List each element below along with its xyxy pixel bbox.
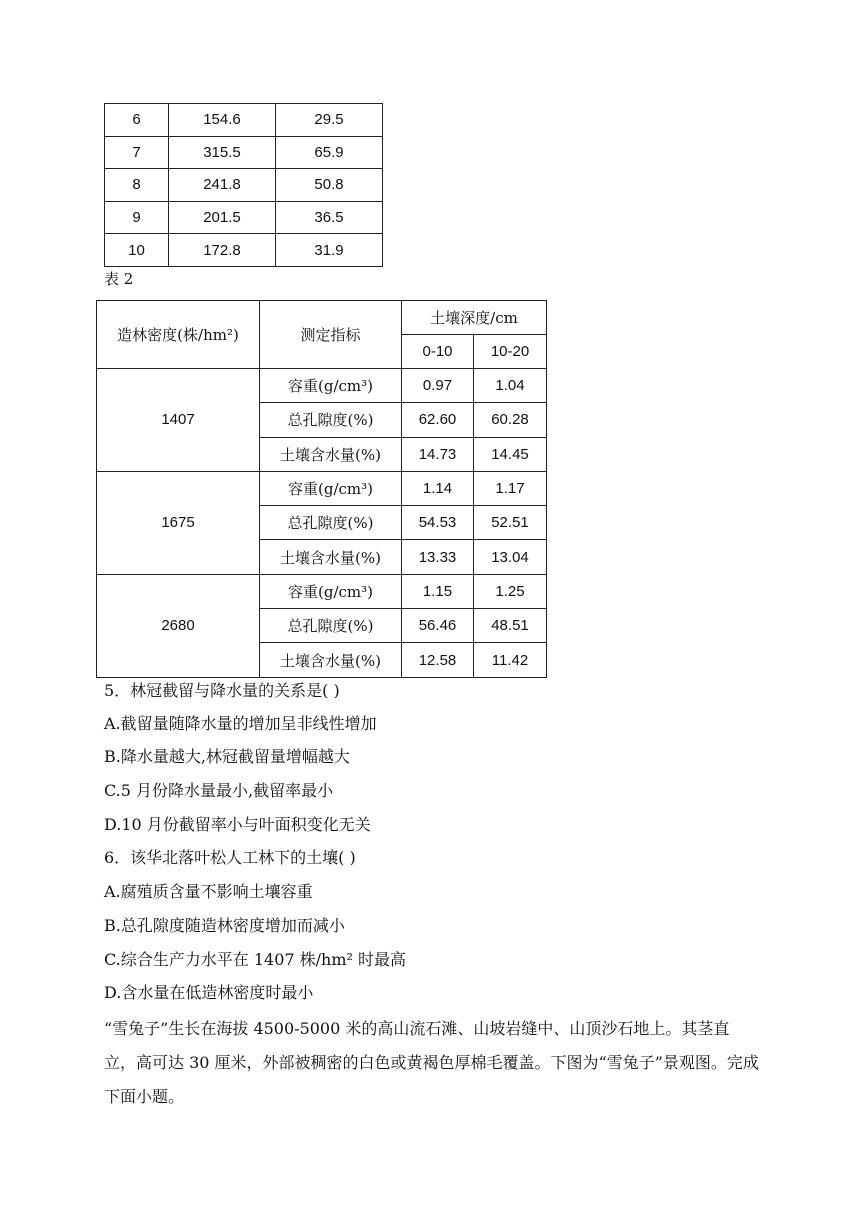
header-index: 测定指标: [260, 301, 402, 369]
header-depth-10-20: 10-20: [474, 335, 547, 369]
index-label: 总孔隙度(%): [260, 403, 402, 437]
value-10-20: 1.17: [474, 471, 547, 505]
index-label: 总孔隙度(%): [260, 506, 402, 540]
question-5-option-d: D.10 月份截留率小与叶面积变化无关: [104, 815, 371, 834]
question-6-option-c: C.综合生产力水平在 1407 株/hm² 时最高: [104, 950, 407, 969]
table-cell: 6: [105, 104, 169, 137]
value-10-20: 48.51: [474, 609, 547, 643]
table-1: [104, 103, 383, 267]
table-row: [105, 169, 383, 202]
table-row: [97, 369, 547, 403]
index-label: 容重(g/cm³): [260, 369, 402, 403]
table-cell: 8: [105, 169, 169, 202]
table-row: [105, 201, 383, 234]
table-row: [97, 471, 547, 505]
table-cell: 50.8: [276, 169, 383, 202]
table-cell: 65.9: [276, 136, 383, 169]
question-5-stem: 5．林冠截留与降水量的关系是( ): [104, 681, 340, 700]
value-0-10: 12.58: [402, 643, 474, 677]
value-10-20: 14.45: [474, 437, 547, 471]
header-depth-0-10: 0-10: [402, 335, 474, 369]
table-cell: 315.5: [169, 136, 276, 169]
value-0-10: 54.53: [402, 506, 474, 540]
question-6-option-a: A.腐殖质含量不影响土壤容重: [104, 882, 313, 901]
table-cell: 201.5: [169, 201, 276, 234]
table-cell: 31.9: [276, 234, 383, 267]
index-label: 土壤含水量(%): [260, 643, 402, 677]
value-10-20: 1.25: [474, 574, 547, 608]
density-value: 1407: [97, 369, 260, 472]
table-cell: 154.6: [169, 104, 276, 137]
table-cell: 10: [105, 234, 169, 267]
table-row: [105, 136, 383, 169]
index-label: 土壤含水量(%): [260, 437, 402, 471]
header-depth: 土壤深度/cm: [402, 301, 547, 335]
passage-text: “雪兔子”生长在海拔 4500-5000 米的高山流石滩、山坡岩缝中、山顶沙石地上。其茎直立，高可达 30 厘米，外部被稠密的白色或黄褐色厚棉毛覆盖。下图为“雪兔子”景观图。完成下面小题。: [104, 1019, 759, 1106]
header-density: 造林密度(株/hm²): [97, 301, 260, 369]
value-10-20: 52.51: [474, 506, 547, 540]
density-value: 2680: [97, 574, 260, 677]
value-10-20: 60.28: [474, 403, 547, 437]
value-0-10: 14.73: [402, 437, 474, 471]
value-10-20: 1.04: [474, 369, 547, 403]
table-cell: 7: [105, 136, 169, 169]
question-6-stem: 6．该华北落叶松人工林下的土壤( ): [104, 848, 356, 867]
index-label: 总孔隙度(%): [260, 609, 402, 643]
table-header-row: [97, 301, 547, 335]
density-value: 1675: [97, 471, 260, 574]
question-6-option-b: B.总孔隙度随造林密度增加而减小: [104, 916, 345, 935]
table-row: [105, 104, 383, 137]
value-0-10: 62.60: [402, 403, 474, 437]
table-row: [105, 234, 383, 267]
index-label: 土壤含水量(%): [260, 540, 402, 574]
table-2: [96, 300, 547, 678]
table-cell: 9: [105, 201, 169, 234]
value-10-20: 11.42: [474, 643, 547, 677]
value-0-10: 0.97: [402, 369, 474, 403]
value-0-10: 1.15: [402, 574, 474, 608]
question-5-option-b: B.降水量越大,林冠截留量增幅越大: [104, 747, 350, 766]
question-5-option-c: C.5 月份降水量最小,截留率最小: [104, 781, 334, 800]
question-5-option-a: A.截留量随降水量的增加呈非线性增加: [104, 714, 377, 733]
index-label: 容重(g/cm³): [260, 574, 402, 608]
question-6-option-d: D.含水量在低造林密度时最小: [104, 983, 314, 1002]
value-0-10: 13.33: [402, 540, 474, 574]
value-0-10: 56.46: [402, 609, 474, 643]
table-cell: 172.8: [169, 234, 276, 267]
index-label: 容重(g/cm³): [260, 471, 402, 505]
table-cell: 241.8: [169, 169, 276, 202]
table-2-caption: 表 2: [104, 270, 134, 288]
table-cell: 36.5: [276, 201, 383, 234]
value-0-10: 1.14: [402, 471, 474, 505]
table-cell: 29.5: [276, 104, 383, 137]
table-row: [97, 574, 547, 608]
value-10-20: 13.04: [474, 540, 547, 574]
